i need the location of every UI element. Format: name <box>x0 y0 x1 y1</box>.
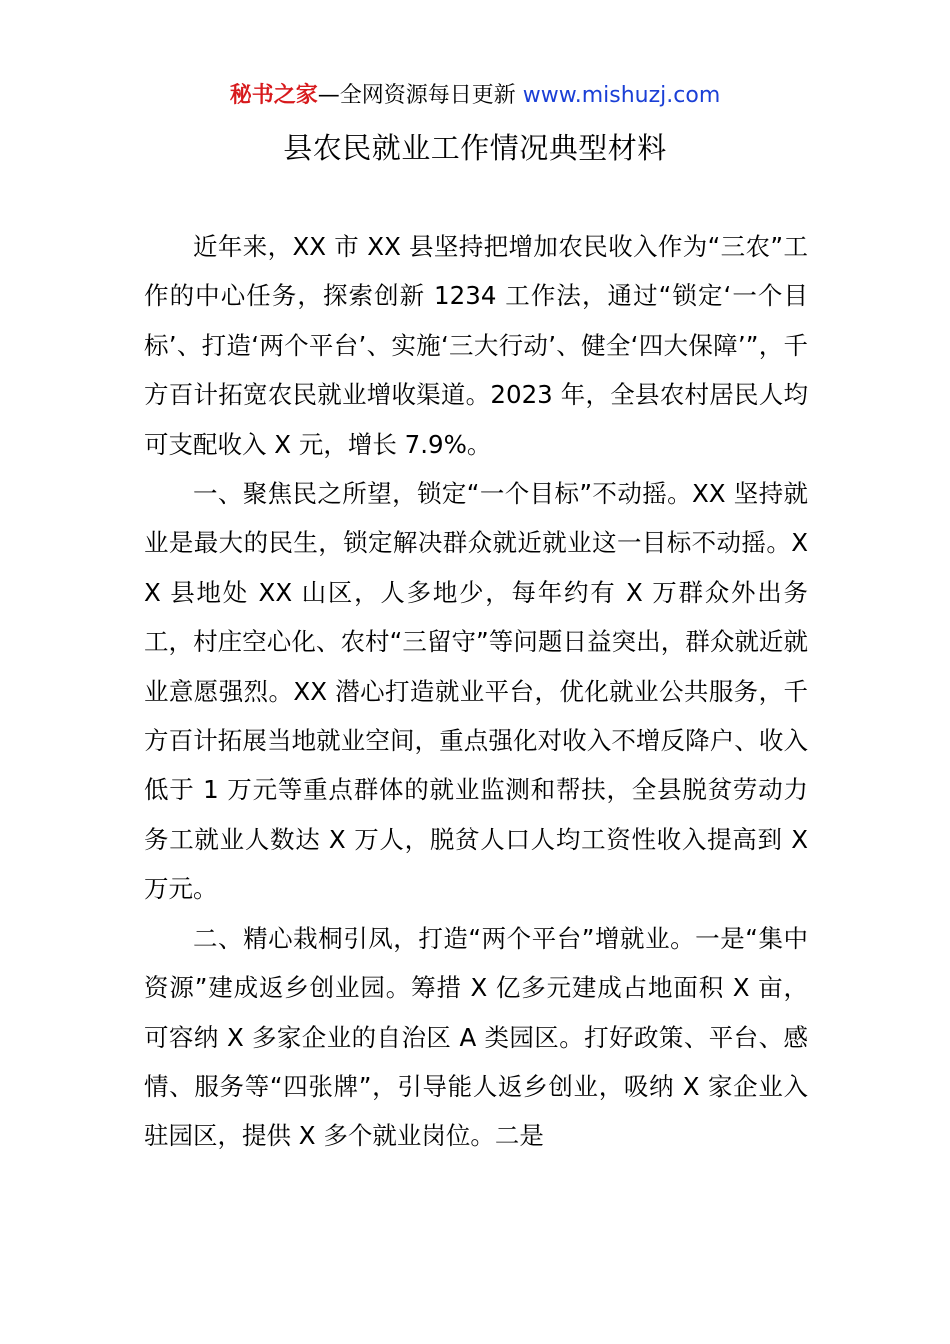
site-tagline: —全网资源每日更新 <box>317 83 523 108</box>
paragraph-section-1: 一、聚焦民之所望，锁定“一个目标”不动摇。XX 坚持就业是最大的民生，锁定解决群众就近就业这一目标不动摇。XX 县地处 XX 山区，人多地少，每年约有 X 万群众外出务工，村庄空心化、农村“三留守”等问题日益突出，群众就近就业意愿强烈。XX 潜心打造就业平台，优化就业公共服务，千方百计拓展当地就业空间，重点强化对收入不增反降户、收入低于 1 万元等重点群体的就业监测和帮扶，全县脱贫劳动力务工就业人数达 X 万人，脱贫人口人均工资性收入提高到 X 万元。 <box>144 479 808 904</box>
paragraph-intro: 近年来，XX 市 XX 县坚持把增加农民收入作为“三农”工作的中心任务，探索创新 1234 工作法，通过“锁定‘一个目标’、打造‘两个平台’、实施‘三大行动’、健全‘四大保障’”，千方百计拓宽农民就业增收渠道。2023 年，全县农村居民人均可支配收入 X 元，增长 7.9%。 <box>144 232 808 459</box>
document-title: 县农民就业工作情况典型材料 <box>283 131 667 165</box>
site-header <box>0 78 950 114</box>
document-body <box>144 222 808 1161</box>
site-url-link[interactable]: www.mishuzj.com <box>522 83 721 108</box>
paragraph-section-2: 二、精心栽桐引凤，打造“两个平台”增就业。一是“集中资源”建成返乡创业园。筹措 X 亿多元建成占地面积 X 亩，可容纳 X 多家企业的自治区 A 类园区。打好政策、平台、感情、服务等“四张牌”，引导能人返乡创业，吸纳 X 家企业入驻园区，提供 X 多个就业岗位。二是 <box>144 923 808 1151</box>
site-brand: 秘书之家 <box>229 83 318 108</box>
